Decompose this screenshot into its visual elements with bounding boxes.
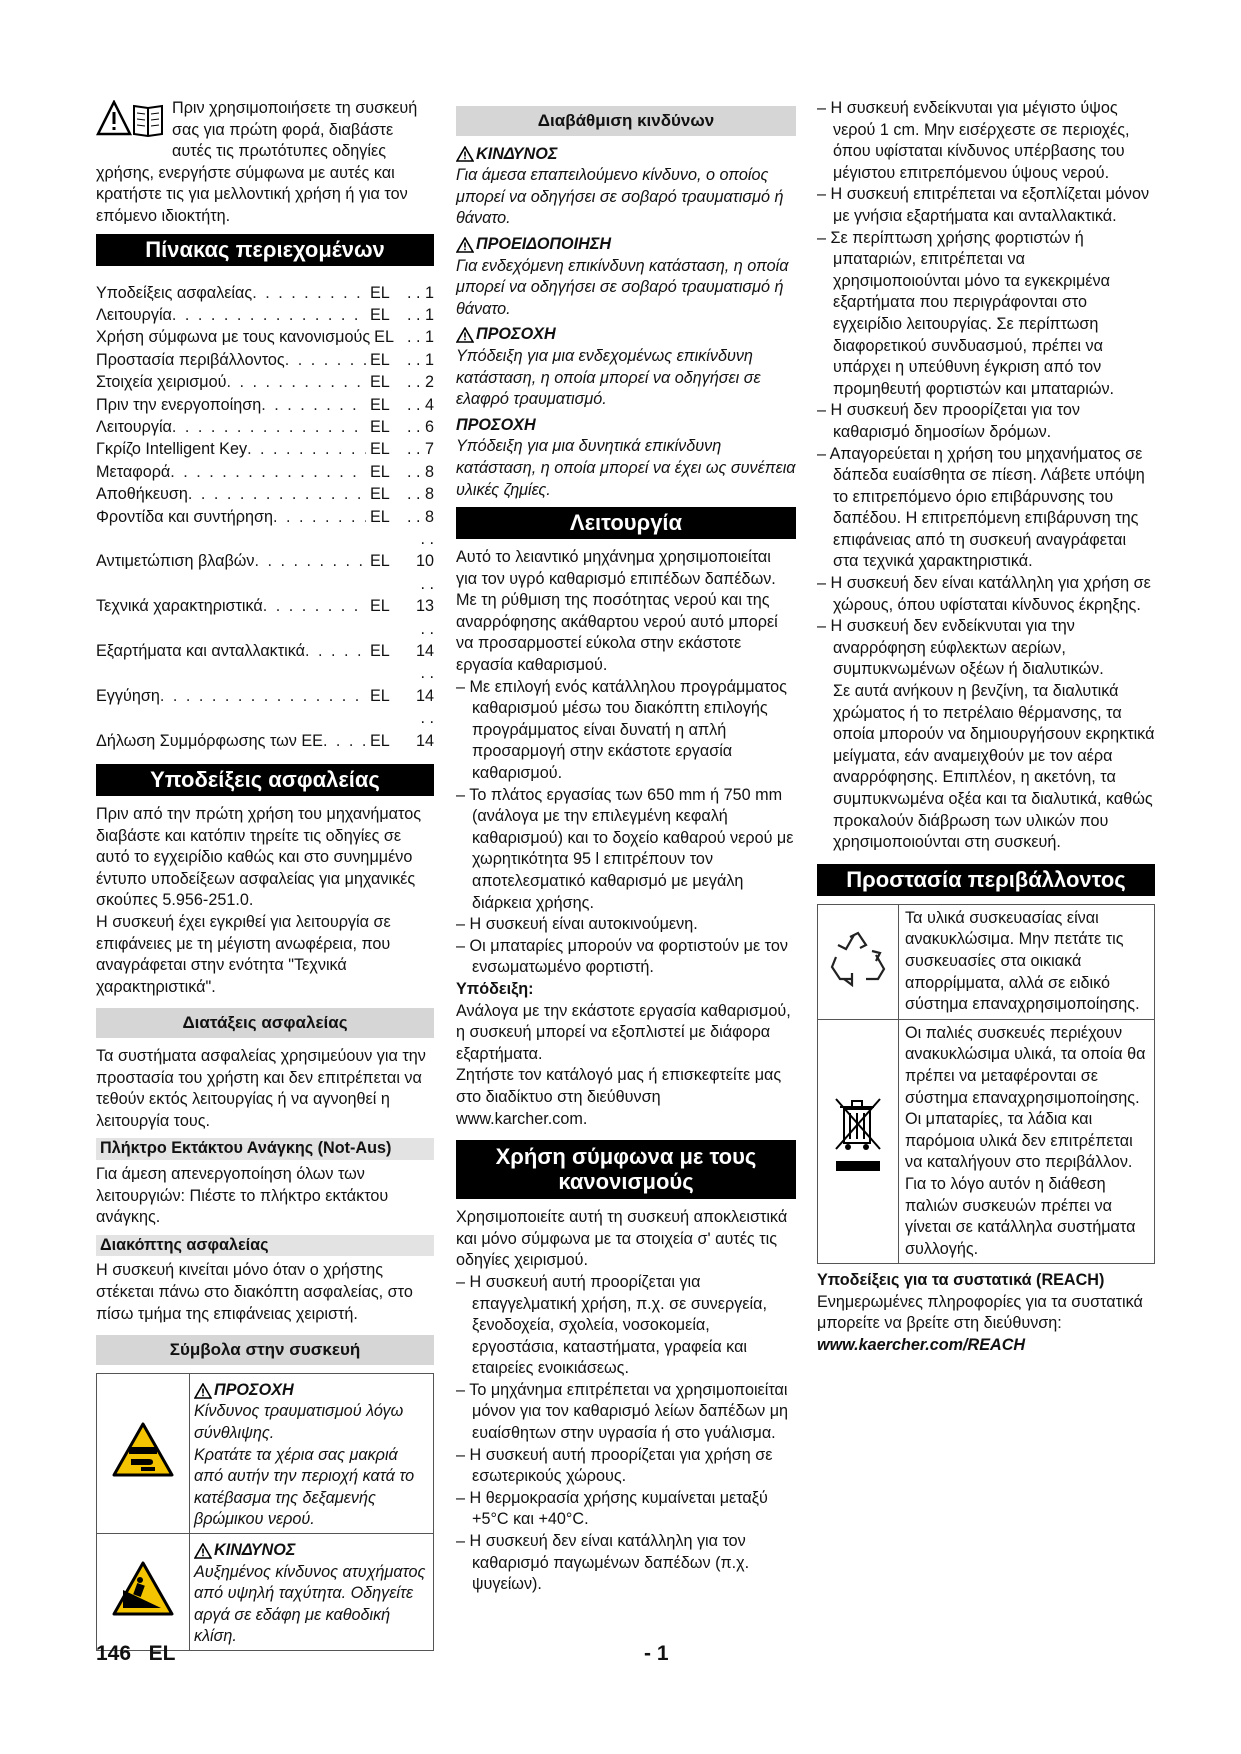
toc-entry-lang: EL — [370, 350, 390, 369]
list-item: – Σε περίπτωση χρήσης φορτιστών ή μπαταριών, επιτρέπεται να χρησιμοποιούνται μόνο τα εγκεκριμένα εξαρτήματα που περιγράφονται στο εγχειρίδιο λειτουργίας. Σε περίπτωση διαφορετικού συνδυασμού, πρέπει να υπάρχει η υπεύθυνη έγκριση από τον προμηθευτή φορτιστών και μπαταριών. — [817, 228, 1155, 401]
list-item: – Η συσκευή επιτρέπεται να εξοπλίζεται μόνον με γνήσια εξαρτήματα και ανταλλακτικά. — [817, 184, 1155, 227]
function-text-2: Με τη ρύθμιση της ποσότητας νερού και της αναρρόφησης ακάθαρτου νερού αυτό μπορεί να προσαρμοστεί εύκολα στην εκάστοτε εργασία καθαρισμού. — [456, 591, 778, 675]
toc-row[interactable] — [96, 707, 434, 752]
toc-row[interactable] — [96, 371, 434, 393]
toc-title: Πίνακας περιεχομένων — [96, 234, 434, 266]
symbols-table — [96, 1373, 434, 1651]
toc-entry-lang: EL — [370, 418, 390, 436]
warning-heading: ΠΡΟΕΙΔΟΠΟΙΗΣΗ — [476, 234, 612, 253]
toc-leader — [252, 282, 366, 304]
toc-row[interactable] — [96, 394, 434, 416]
toc-entry-lang: EL — [370, 507, 390, 526]
intended-use-list-continued — [817, 98, 1155, 854]
list-item: – Η συσκευή δεν είναι κατάλληλη για τον καθαρισμό παγωμένων δαπέδων (π.χ. ψυγείων). — [456, 1531, 796, 1596]
list-item: – Η συσκευή δεν προορίζεται για τον καθαρισμό δημοσίων δρόμων. — [817, 400, 1155, 443]
symbol-row — [97, 1373, 434, 1533]
intended-use-title: Χρήση σύμφωνα με τους κανονισμούς — [456, 1140, 796, 1199]
warning-triangle-icon — [194, 1383, 212, 1399]
safety-devices-text: Τα συστήματα ασφαλείας χρησιμεύουν για την προστασία του χρήστη και δεν επιτρέπεται να τεθούν εκτός λειτουργίας ή να αγνοηθεί η λειτουργία τους. — [96, 1047, 426, 1130]
footer-center-number: - 1 — [644, 1642, 669, 1665]
function-list — [456, 677, 796, 979]
list-item: – Η θερμοκρασία χρήσης κυμαίνεται μεταξύ +5°C και +40°C. — [456, 1488, 796, 1531]
list-item: – Η συσκευή αυτή προορίζεται για χρήση σε εσωτερικούς χώρους. — [456, 1445, 796, 1488]
toc-entry-page: . . 4 — [400, 394, 434, 416]
list-item: – Η συσκευή είναι αυτοκινούμενη. — [456, 914, 796, 936]
list-item: – Η συσκευή αυτή προορίζεται για επαγγελματική χρήση, π.χ. σε συνεργεία, ξενοδοχεία, σχολεία, νοσοκομεία, εργοστάσια, καταστήματα, γραφεία και εταιρείες ενοικιάσεως. — [456, 1272, 796, 1380]
toc-leader — [255, 550, 366, 572]
toc-leader — [160, 685, 366, 707]
warning-book-icon — [96, 100, 166, 145]
toc-leader — [170, 461, 366, 483]
attention-heading: ΠΡΟΣΟΧΗ — [456, 415, 536, 434]
safety-devices-title: Διατάξεις ασφαλείας — [96, 1008, 434, 1038]
reach-title: Υποδείξεις για τα συστατικά (REACH) — [817, 1271, 1105, 1290]
environment-packaging-text: Τα υλικά συσκευασίας είναι ανακυκλώσιμα. Μην πετάτε τις συσκευασίες στα οικιακά απορρίμματα, αλλά σε ειδικό σύστημα επαναχρησιμοποίησης. — [899, 904, 1155, 1019]
toc-row[interactable] — [96, 304, 434, 326]
column-middle — [456, 98, 796, 1596]
symbols-title: Σύμβολα στην συσκευή — [96, 1335, 434, 1365]
intro-text: Πριν χρησιμοποιήσετε τη συσκευή σας για πρώτη φορά, διαβάστε αυτές τις πρωτότυπες οδηγίες χρήσης, ενεργήστε σύμφωνα με αυτές και κρατήστε τις για μελλοντική χρήση ή για τον επόμενο ιδιοκτήτη. — [96, 99, 418, 225]
toc-entry-page: . . 8 — [400, 483, 434, 505]
toc-entry-title: Δήλωση Συμμόρφωσης των ΕΕ — [96, 731, 323, 750]
list-item: – Η συσκευή ενδείκνυται για μέγιστο ύψος νερού 1 cm. Μην εισέρχεστε σε περιοχές, όπου υφίσταται κίνδυνος υπέρβασης του μέγιστου επιτρεπόμενου ύψους νερού. — [817, 98, 1155, 184]
environment-title: Προστασία περιβάλλοντος — [817, 864, 1155, 896]
safety-text-2: Η συσκευή έχει εγκριθεί για λειτουργία σε επιφάνειες με τη μέγιστη ανωφέρεια, που αναγράφεται στην ενότητα "Τεχνικά χαρακτηριστικά". — [96, 913, 391, 996]
toc-entry-title: Πριν την ενεργοποίηση — [96, 395, 262, 414]
toc-row[interactable] — [96, 416, 434, 438]
slope-danger-icon — [111, 1560, 175, 1618]
toc-entry-lang: EL — [370, 686, 390, 705]
warning-triangle-icon — [194, 1543, 212, 1559]
toc-entry-title: Χρήση σύμφωνα με τους κανονισμούς — [96, 328, 371, 347]
language-code: EL — [148, 1642, 176, 1665]
toc-entry-page: . . 7 — [400, 438, 434, 460]
toc-entry-page: . . 1 — [400, 282, 434, 304]
symbol-1-text-a: Κίνδυνος τραυματισμού λόγω σύνθλιψης. — [194, 1402, 404, 1442]
toc-row[interactable] — [96, 528, 434, 573]
toc-leader — [305, 640, 366, 662]
safety-switch-text: Η συσκευή κινείται μόνο όταν ο χρήστης στέκεται πάνω στο διακόπτη ασφαλείας, στο πίσω τμήμα της επιφάνειας χειριστή. — [96, 1261, 413, 1323]
function-text-1: Αυτό το λειαντικό μηχάνημα χρησιμοποιείται για τον υγρό καθαρισμό επιπέδων δαπέδων. — [456, 548, 776, 588]
symbol-1-text-b: Κρατάτε τα χέρια σας μακριά από αυτήν την περιοχή κατά το κατέβασμα της δεξαμενής βρώμικου νερού. — [194, 1445, 415, 1529]
danger-heading: ΚΙΝΔΥΝΟΣ — [476, 144, 558, 163]
toc-entry-lang: EL — [370, 731, 390, 750]
caution-heading: ΠΡΟΣΟΧΗ — [476, 325, 556, 344]
toc-entry-title: Προστασία περιβάλλοντος — [96, 350, 285, 369]
toc-entry-page: . . 10 — [400, 528, 434, 573]
toc-leader — [273, 506, 366, 528]
toc-entry-lang: EL — [370, 440, 390, 459]
danger-text: Για άμεσα επαπειλούμενο κίνδυνο, ο οποίος μπορεί να οδηγήσει σε σοβαρό τραυματισμό ή θάνατο. — [456, 166, 784, 228]
toc-entry-page: . . 8 — [400, 461, 434, 483]
toc-row[interactable] — [96, 483, 434, 505]
toc-entry-lang: EL — [370, 642, 390, 661]
toc-entry-title: Τεχνικά χαρακτηριστικά — [96, 597, 263, 616]
toc-entry-page: . . 1 — [400, 349, 434, 371]
toc-row[interactable] — [96, 461, 434, 483]
symbol-1-heading: ΠΡΟΣΟΧΗ — [214, 1380, 294, 1399]
reach-text: Ενημερωμένες πληροφορίες για τα συστατικά μπορείτε να βρείτε στη διεύθυνση: — [817, 1292, 1143, 1333]
toc-leader — [261, 394, 366, 416]
list-item: – Η συσκευή δεν είναι κατάλληλη για χρήση σε χώρους, όπου υφίσταται κίνδυνος έκρηξης. — [817, 573, 1155, 616]
toc-entry-lang: EL — [370, 552, 390, 571]
toc-leader — [188, 483, 366, 505]
intended-use-text: Χρησιμοποιείτε αυτή τη συσκευή αποκλειστικά και μόνο σύμφωνα με τα στοιχεία σ' αυτές τις οδηγίες χειρισμού. — [456, 1208, 788, 1270]
toc-entry-page: . . 14 — [400, 707, 434, 752]
recycling-icon — [828, 929, 888, 987]
warning-triangle-icon — [456, 237, 474, 253]
toc-row[interactable] — [96, 573, 434, 618]
warning-triangle-icon — [456, 146, 474, 162]
toc-entry-title: Εξαρτήματα και ανταλλακτικά — [96, 642, 306, 661]
symbol-2-text: Αυξημένος κίνδυνος ατυχήματος από υψηλή ταχύτητα. Οδηγείτε αργά σε εδάφη με καθοδική κλίση. — [194, 1562, 426, 1646]
table-of-contents — [96, 282, 434, 753]
toc-entry-lang: EL — [370, 283, 390, 302]
crush-hand-warning-icon — [111, 1421, 175, 1479]
toc-leader — [323, 730, 366, 752]
toc-leader — [226, 371, 366, 393]
list-item: – Με επιλογή ενός κατάλληλου προγράμματος καθαρισμού μέσω του διακόπτη επιλογής προγράμματος είναι δυνατή η απλή προσαρμογή στην εκάστοτε εργασία καθαρισμού. — [456, 677, 796, 785]
toc-entry-title: Εγγύηση — [96, 686, 160, 705]
toc-row[interactable] — [96, 326, 434, 348]
toc-entry-page: . . 1 — [400, 304, 434, 326]
environment-table — [817, 904, 1155, 1265]
toc-entry-title: Μεταφορά — [96, 462, 171, 481]
toc-entry-title: Λειτουργία — [96, 305, 172, 324]
list-item-extra: Σε αυτά ανήκουν η βενζίνη, τα διαλυτικά χρώματος ή το πετρέλαιο θέρμανσης, τα οποία μπορούν να δημιουργήσουν εκρηκτικά μείγματα, εάν αναμειχθούν με τον αέρα αναρρόφησης. Επιπλέον, η ακετόνη, τα συμπυκνωμένα οξέα και τα διαλυτικά, καθώς προκαλούν διάβρωση των υλικών που χρησιμοποιούνται στη συσκευή. — [833, 682, 1155, 852]
toc-entry-page: . . 8 — [400, 506, 434, 528]
toc-entry-title: Λειτουργία — [96, 418, 172, 436]
note-text-1: Ανάλογα με την εκάστοτε εργασία καθαρισμού, η συσκευή μπορεί να εξοπλιστεί με διάφορα εξαρτήματα. — [456, 1001, 791, 1063]
toc-entry-lang: EL — [370, 395, 390, 414]
safety-switch-title: Διακόπτης ασφαλείας — [96, 1235, 434, 1257]
toc-entry-title: Αντιμετώπιση βλαβών — [96, 552, 255, 571]
column-right — [817, 98, 1155, 1357]
emergency-stop-text: Για άμεση απενεργοποίηση όλων των λειτουργιών: Πιέστε το πλήκτρο εκτάκτου ανάγκης. — [96, 1165, 389, 1227]
toc-row[interactable] — [96, 662, 434, 707]
note-heading: Υπόδειξη: — [456, 979, 534, 998]
emergency-stop-title: Πλήκτρο Εκτάκτου Ανάγκης (Not-Aus) — [96, 1138, 434, 1160]
toc-entry-lang: EL — [370, 373, 390, 392]
caution-text: Υπόδειξη για μια ενδεχομένως επικίνδυνη κατάσταση, η οποία μπορεί να οδηγήσει σε ελαφρό τραυματισμό. — [456, 346, 761, 409]
list-item: – Το μηχάνημα επιτρέπεται να χρησιμοποιείται μόνον για τον καθαρισμό λείων δαπέδων μη ευαίσθητων στην υγρασία ή στο γυάλισμα. — [456, 1380, 796, 1445]
toc-entry-title: Φροντίδα και συντήρηση — [96, 507, 273, 526]
footer-page-lang — [96, 1642, 175, 1666]
toc-leader — [172, 304, 366, 326]
toc-entry-lang: EL — [370, 462, 390, 481]
toc-entry-lang: EL — [370, 597, 390, 616]
hazard-levels-title: Διαβάθμιση κινδύνων — [456, 106, 796, 136]
safety-text-1: Πριν από την πρώτη χρήση του μηχανήματος διαβάστε και κατόπιν τηρείτε τις οδηγίες σε αυτό το εγχειρίδιο καθώς και στο συνημμένο έντυπο υποδείξεων ασφαλείας για μηχανικές σκούπες 5.956-251.0. — [96, 805, 421, 910]
toc-leader — [285, 349, 366, 371]
environment-old-devices-text: Οι παλιές συσκευές περιέχουν ανακυκλώσιμα υλικά, τα οποία θα πρέπει να μεταφέρονται σε σύστημα επαναχρησιμοποίησης. Οι μπαταρίες, τα λάδια και παρόμοια υλικά δεν επιτρέπεται να καταλήγουν στο περιβάλλον. Για το λόγο αυτόν η διάθεση παλιών συσκευών πρέπει να γίνεται σε κατάλληλα συστήματα συλλογής. — [899, 1019, 1155, 1264]
reach-link[interactable]: www.kaercher.com/REACH — [817, 1336, 1026, 1355]
toc-entry-title: Υποδείξεις ασφαλείας — [96, 283, 253, 302]
toc-row[interactable] — [96, 349, 434, 371]
toc-entry-lang: EL — [370, 485, 390, 504]
function-title: Λειτουργία — [456, 507, 796, 539]
attention-text: Υπόδειξη για μια δυνητικά επικίνδυνη κατάσταση, η οποία μπορεί να έχει ως συνέπεια υλικές ζημίες. — [456, 437, 796, 499]
toc-entry-lang: EL — [370, 305, 390, 324]
symbol-2-heading: ΚΙΝΔΥΝΟΣ — [214, 1540, 296, 1559]
page-number: 146 — [96, 1642, 132, 1665]
toc-row[interactable] — [96, 438, 434, 460]
toc-entry-page: . . 14 — [400, 662, 434, 707]
toc-row[interactable] — [96, 282, 434, 304]
toc-row[interactable] — [96, 618, 434, 663]
toc-row[interactable] — [96, 506, 434, 528]
toc-leader — [263, 595, 366, 617]
toc-entry-lang: EL — [374, 328, 394, 347]
list-item: – Απαγορεύεται η χρήση του μηχανήματος σε δάπεδα ευαίσθητα σε πίεση. Λάβετε υπόψη το επιτρεπόμενο όριο επιβάρυνσης του δαπέδου. Η επιτρεπόμενη επιβάρυνση της επιφάνειας από τη συσκευή αναγράφεται στα τεχνικά χαρακτηριστικά. — [817, 444, 1155, 574]
crossed-bin-icon — [830, 1093, 886, 1183]
toc-entry-title: Αποθήκευση — [96, 485, 188, 504]
toc-entry-page: . . 1 — [402, 326, 434, 348]
toc-leader — [172, 416, 366, 438]
list-item: – Το πλάτος εργασίας των 650 mm ή 750 mm (ανάλογα με την επιλεγμένη κεφαλή καθαρισμού) και το δοχείο καθαρού νερού με χωρητικότητα 95 l επιτρέπουν τον αποτελεσματικό καθαρισμό με μεγάλη διάρκεια χρήσης. — [456, 785, 796, 915]
intended-use-list — [456, 1272, 796, 1596]
toc-entry-page: . . 2 — [400, 371, 434, 393]
note-text-2: Ζητήστε τον κατάλογό μας ή επισκεφτείτε μας στο διαδίκτυο στη διεύθυνση www.karcher.com. — [456, 1066, 782, 1128]
symbol-row — [97, 1533, 434, 1650]
list-item: – Οι μπαταρίες μπορούν να φορτιστούν με τον ενσωματωμένο φορτιστή. — [456, 936, 796, 979]
list-item: – Η συσκευή δεν ενδείκνυται για την αναρρόφηση εύφλεκτων αερίων, συμπυκνωμένων οξέων ή διαλυτικών. — [817, 616, 1155, 681]
toc-entry-page: . . 6 — [400, 416, 434, 438]
toc-entry-title: Στοιχεία χειρισμού — [96, 373, 227, 392]
toc-entry-page: . . 14 — [400, 618, 434, 663]
warning-triangle-icon — [456, 327, 474, 343]
safety-title: Υποδείξεις ασφαλείας — [96, 764, 434, 796]
toc-entry-title: Γκρίζο Intelligent Key — [96, 440, 248, 459]
intro-block — [96, 98, 434, 228]
warning-text: Για ενδεχόμενη επικίνδυνη κατάσταση, η οποία μπορεί να οδηγήσει σε σοβαρό τραυματισμό ή θάνατο. — [456, 256, 789, 318]
toc-entry-page: . . 13 — [400, 573, 434, 618]
toc-leader — [247, 438, 366, 460]
column-left — [96, 98, 434, 1651]
